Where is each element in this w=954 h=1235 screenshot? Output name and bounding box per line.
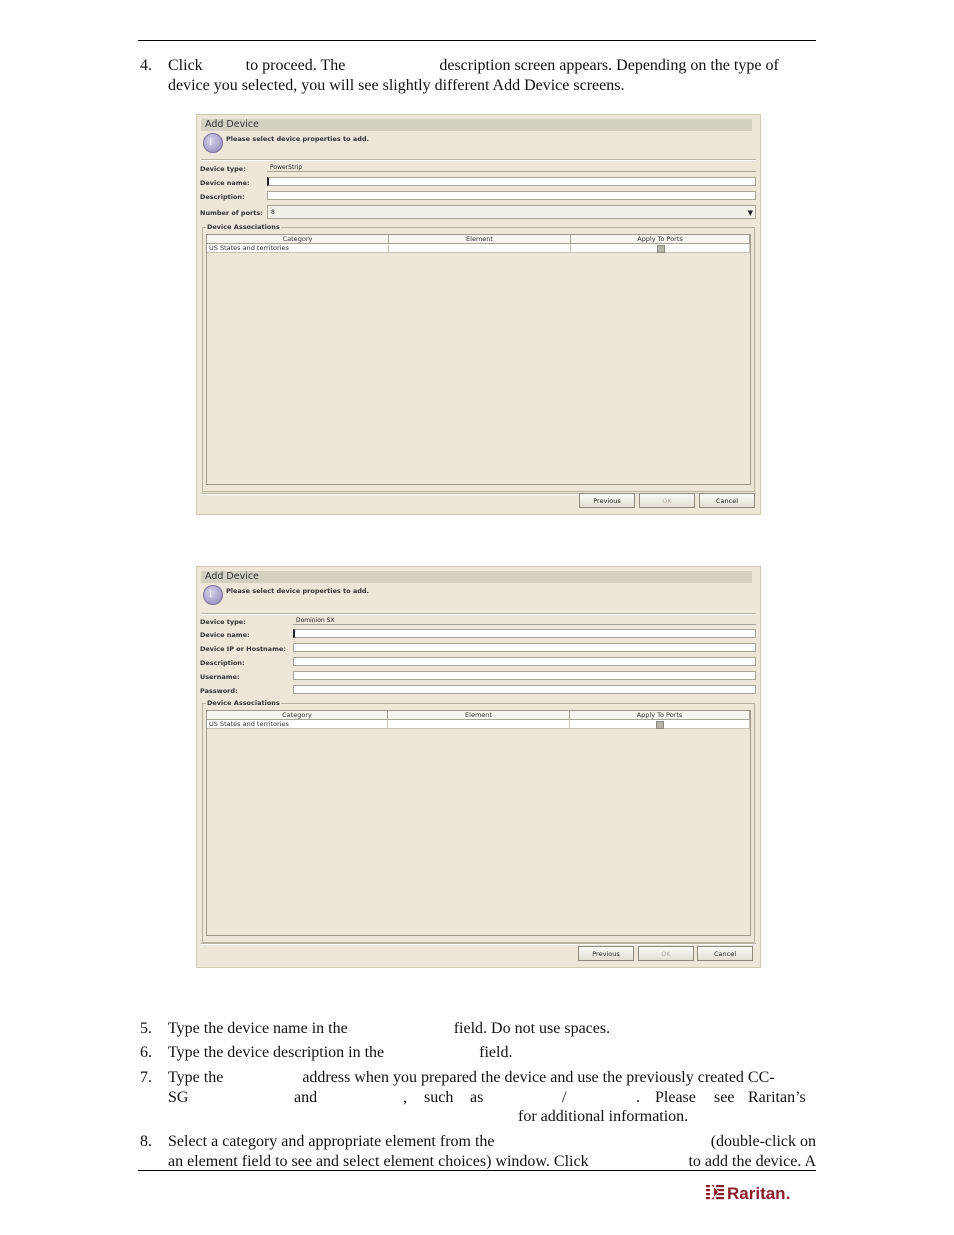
cancel-button[interactable]: Cancel (699, 493, 755, 508)
device-type-label: Device type: (200, 165, 246, 173)
svg-text:Raritan.: Raritan. (727, 1184, 791, 1203)
username-label: Username: (200, 673, 240, 681)
device-name-input[interactable] (267, 177, 756, 186)
chevron-down-icon: ▼ (747, 209, 753, 217)
password-label: Password: (200, 687, 238, 695)
step-7-line-1: Type the address when you prepared the device and use the previously created CC- (168, 1069, 775, 1086)
dialog-title: Add Device (201, 119, 752, 131)
step-number: 4. (140, 57, 152, 74)
step-7 (140, 1068, 816, 1127)
previous-button[interactable]: Previous (579, 493, 635, 508)
step-5: 5. Type the device name in the field. Do not use spaces. (140, 1020, 611, 1037)
header-rule (138, 40, 816, 41)
dialog-prompt: Please select device properties to add. (226, 587, 369, 595)
dialog-title: Add Device (201, 571, 752, 583)
device-name-label: Device name: (200, 631, 250, 639)
device-type-field: Dominion SX (293, 616, 756, 625)
column-header-category[interactable]: Category (207, 711, 388, 720)
apply-to-ports-checkbox[interactable] (656, 721, 664, 729)
number-of-ports-select[interactable]: 8 ▼ (267, 205, 756, 219)
step-number: 8. (140, 1133, 152, 1150)
device-associations-group (202, 223, 755, 492)
step-7-line-2: SG and , such as / . Please see Raritan’s (168, 1088, 806, 1106)
step-4 (140, 56, 816, 95)
raritan-logo (706, 1180, 814, 1204)
step-8-line-1: Select a category and appropriate element from the (double-click on (168, 1133, 816, 1150)
device-associations-group (202, 699, 755, 943)
associations-table (206, 710, 751, 936)
device-name-input[interactable] (293, 629, 756, 638)
cancel-button[interactable]: Cancel (697, 946, 753, 961)
number-of-ports-label: Number of ports: (200, 209, 263, 217)
step-8-line-2: an element field to see and select element choices) window. Click to add the device. A (168, 1152, 816, 1170)
apply-to-ports-checkbox[interactable] (657, 245, 665, 253)
column-header-apply-to-ports[interactable]: Apply To Ports (571, 235, 750, 244)
ok-button[interactable]: OK (639, 493, 695, 508)
username-input[interactable] (293, 671, 756, 680)
previous-button[interactable]: Previous (578, 946, 634, 961)
table-cell-element[interactable] (388, 720, 570, 729)
description-label: Description: (200, 659, 245, 667)
step-7-line-3: for additional information. (518, 1108, 689, 1125)
device-ip-input[interactable] (293, 643, 756, 652)
divider (201, 943, 756, 945)
step-number: 6. (140, 1044, 152, 1061)
associations-table (206, 234, 751, 485)
column-header-apply-to-ports[interactable]: Apply To Ports (570, 711, 750, 720)
password-input[interactable] (293, 685, 756, 694)
table-cell-element[interactable] (389, 244, 571, 253)
table-cell-category[interactable]: US States and territories (207, 720, 388, 729)
device-info-icon: i (203, 585, 223, 605)
group-title: Device Associations (207, 223, 280, 231)
footer-rule (138, 1170, 816, 1171)
divider (201, 159, 756, 161)
column-header-category[interactable]: Category (207, 235, 389, 244)
description-input[interactable] (293, 657, 756, 666)
device-ip-label: Device IP or Hostname: (200, 645, 286, 653)
add-device-dialog-powerstrip (196, 114, 761, 515)
table-cell-category[interactable]: US States and territories (207, 244, 389, 253)
table-cell-apply[interactable] (570, 720, 750, 729)
description-label: Description: (200, 193, 245, 201)
step-number: 5. (140, 1020, 152, 1037)
divider (201, 613, 756, 615)
dialog-prompt: Please select device properties to add. (226, 135, 369, 143)
device-name-label: Device name: (200, 179, 250, 187)
table-cell-apply[interactable] (571, 244, 750, 253)
column-header-element[interactable]: Element (389, 235, 571, 244)
add-device-dialog-dominion (196, 566, 761, 968)
step-8 (140, 1132, 816, 1171)
step-number: 7. (140, 1069, 152, 1086)
step-4-line-2: device you selected, you will see slightly different Add Device screens. (168, 76, 625, 94)
group-title: Device Associations (207, 699, 280, 707)
step-6: 6. Type the device description in the field. (140, 1044, 513, 1061)
device-type-label: Device type: (200, 618, 246, 626)
description-input[interactable] (267, 191, 756, 200)
device-type-field: PowerStrip (267, 163, 756, 172)
ok-button[interactable]: OK (638, 946, 694, 961)
step-4-line-1: Click to proceed. The description screen appears. Depending on the type of (168, 57, 779, 74)
column-header-element[interactable]: Element (388, 711, 570, 720)
device-info-icon: i (203, 133, 223, 153)
